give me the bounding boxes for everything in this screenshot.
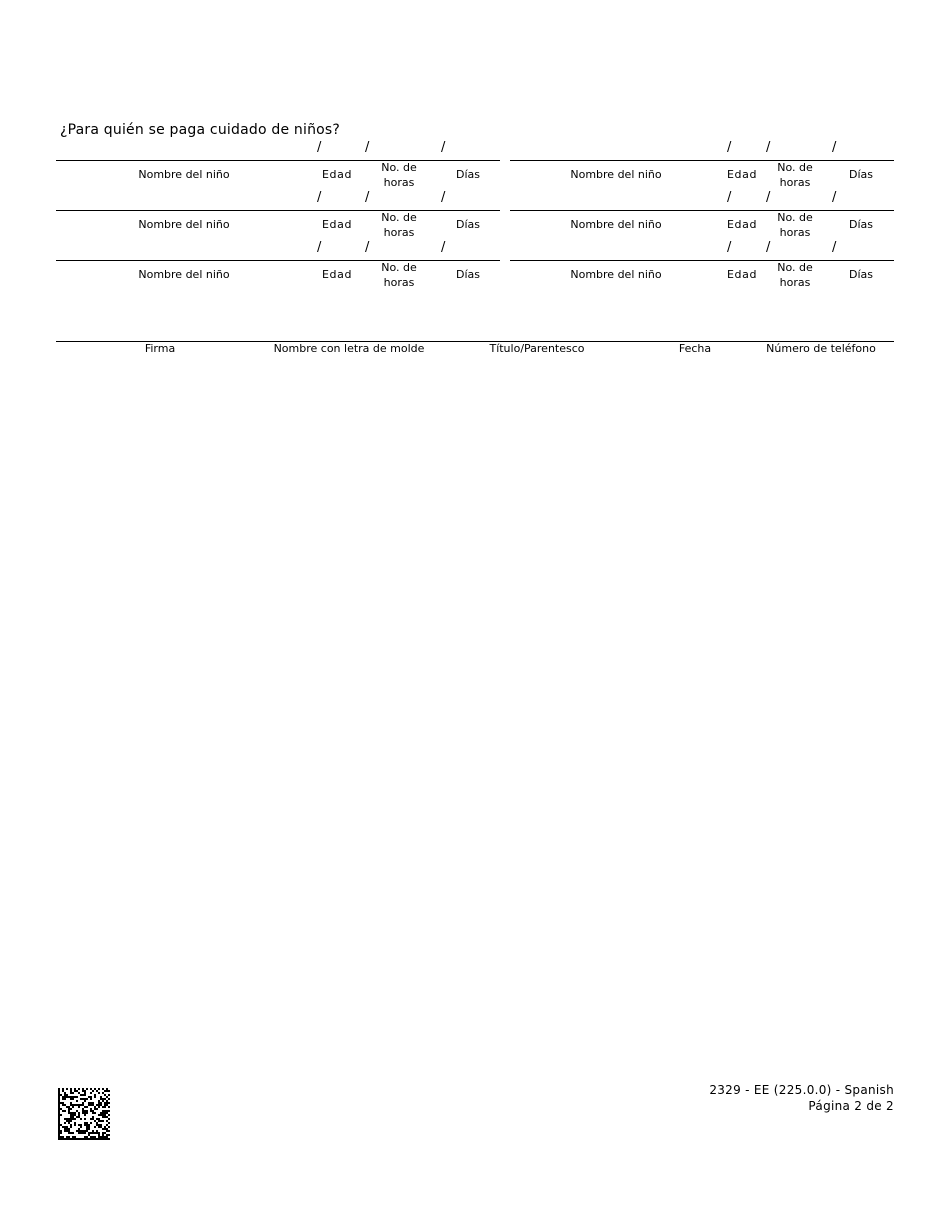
date-slash: / xyxy=(727,190,732,205)
date-slash: / xyxy=(365,140,370,155)
date-slash: / xyxy=(832,140,837,155)
child-name-line[interactable] xyxy=(510,210,894,211)
title-relationship-label: Título/Parentesco xyxy=(489,342,585,355)
date-slash: / xyxy=(727,140,732,155)
child-age-label: Edad xyxy=(726,168,758,181)
date-slash: / xyxy=(832,240,837,255)
child-days-label: Días xyxy=(456,168,480,181)
child-age-label: Edad xyxy=(321,218,353,231)
date-slash: / xyxy=(441,190,446,205)
date-slash: / xyxy=(766,240,771,255)
child-name-label: Nombre del niño xyxy=(570,218,662,231)
date-slash: / xyxy=(365,190,370,205)
child-name-label: Nombre del niño xyxy=(138,268,230,281)
child-days-label: Días xyxy=(849,168,873,181)
child-age-label: Edad xyxy=(726,218,758,231)
date-slash: / xyxy=(766,140,771,155)
child-days-label: Días xyxy=(849,268,873,281)
date-slash: / xyxy=(317,240,322,255)
child-hours-label: No. de horas xyxy=(777,211,813,239)
date-label: Fecha xyxy=(678,342,712,355)
signature-label: Firma xyxy=(144,342,176,355)
date-slash: / xyxy=(441,240,446,255)
child-hours-label: No. de horas xyxy=(777,261,813,289)
date-slash: / xyxy=(727,240,732,255)
child-name-line[interactable] xyxy=(510,260,894,261)
datamatrix-barcode-icon xyxy=(58,1088,110,1140)
child-days-label: Días xyxy=(456,218,480,231)
child-name-line[interactable] xyxy=(56,260,500,261)
child-name-label: Nombre del niño xyxy=(138,168,230,181)
child-hours-label: No. de horas xyxy=(381,211,417,239)
child-hours-label: No. de horas xyxy=(381,261,417,289)
child-name-line[interactable] xyxy=(56,160,500,161)
child-name-label: Nombre del niño xyxy=(570,268,662,281)
page-number: Página 2 de 2 xyxy=(808,1099,894,1113)
child-hours-label: No. de horas xyxy=(777,161,813,189)
printed-name-label: Nombre con letra de molde xyxy=(273,342,425,355)
child-name-line[interactable] xyxy=(56,210,500,211)
date-slash: / xyxy=(365,240,370,255)
date-slash: / xyxy=(832,190,837,205)
form-id: 2329 - EE (225.0.0) - Spanish xyxy=(709,1083,894,1097)
date-slash: / xyxy=(441,140,446,155)
child-name-line[interactable] xyxy=(510,160,894,161)
child-name-label: Nombre del niño xyxy=(138,218,230,231)
page-question: ¿Para quién se paga cuidado de niños? xyxy=(60,122,341,138)
child-days-label: Días xyxy=(849,218,873,231)
child-age-label: Edad xyxy=(726,268,758,281)
child-name-label: Nombre del niño xyxy=(570,168,662,181)
child-age-label: Edad xyxy=(321,268,353,281)
date-slash: / xyxy=(317,140,322,155)
phone-number-label: Número de teléfono xyxy=(766,342,876,355)
child-days-label: Días xyxy=(456,268,480,281)
date-slash: / xyxy=(317,190,322,205)
child-age-label: Edad xyxy=(321,168,353,181)
child-hours-label: No. de horas xyxy=(381,161,417,189)
date-slash: / xyxy=(766,190,771,205)
